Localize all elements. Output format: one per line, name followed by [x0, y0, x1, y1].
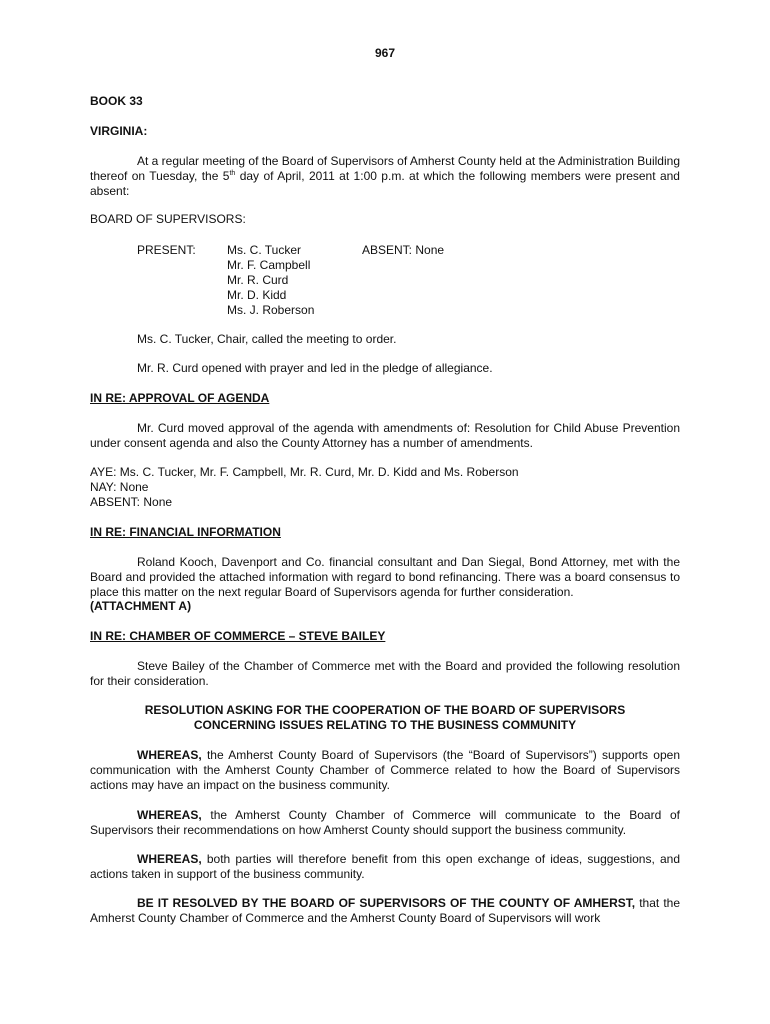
- whereas-text: both parties will therefore benefit from this open exchange of ideas, suggestions, and actions taken in support of the business community.: [90, 852, 680, 881]
- financial-heading: IN RE: FINANCIAL INFORMATION: [90, 525, 281, 539]
- vote-aye: AYE: Ms. C. Tucker, Mr. F. Campbell, Mr. R. Curd, Mr. D. Kidd and Ms. Roberson: [90, 465, 519, 479]
- member-item: Mr. R. Curd: [227, 273, 289, 287]
- vote-block: [90, 465, 680, 509]
- resolution-title-line1: RESOLUTION ASKING FOR THE COOPERATION OF THE BOARD OF SUPERVISORS: [144, 703, 626, 717]
- member-item: Ms. C. Tucker: [227, 243, 302, 257]
- financial-paragraph: Roland Kooch, Davenport and Co. financial consultant and Dan Siegal, Bond Attorney, met with the Board and provided the attached information with regard to bond refinancing. There was a board consensus to place this matter on the next regular Board of Supervisors agenda for further consideration.: [90, 555, 680, 599]
- chamber-heading: IN RE: CHAMBER OF COMMERCE – STEVE BAILEY: [90, 629, 386, 643]
- intro-paragraph: [90, 154, 680, 198]
- intro-superscript: th: [229, 169, 236, 177]
- whereas-paragraph-1: [90, 748, 680, 792]
- member-item: Mr. D. Kidd: [227, 288, 287, 302]
- resolved-paragraph: [90, 896, 680, 926]
- vote-absent: ABSENT: None: [90, 494, 173, 509]
- resolution-title: [90, 703, 680, 733]
- call-to-order: Ms. C. Tucker, Chair, called the meeting to order.: [137, 332, 397, 346]
- agenda-heading: IN RE: APPROVAL OF AGENDA: [90, 391, 270, 405]
- whereas-text: the Amherst County Chamber of Commerce will communicate to the Board of Supervisors their recommendations on how Amherst County should support the business community.: [90, 808, 680, 837]
- vote-nay: NAY: None: [90, 479, 149, 494]
- whereas-paragraph-3: [90, 852, 680, 882]
- whereas-paragraph-2: [90, 808, 680, 838]
- book-label: BOOK 33: [90, 94, 143, 108]
- whereas-label: WHEREAS,: [137, 748, 202, 762]
- state-label: VIRGINIA:: [90, 124, 148, 138]
- member-item: Mr. F. Campbell: [227, 258, 311, 272]
- board-heading: BOARD OF SUPERVISORS:: [90, 212, 246, 226]
- resolution-title-line2: CONCERNING ISSUES RELATING TO THE BUSINESS COMMUNITY: [193, 717, 577, 732]
- resolved-text: that the Amherst County Chamber of Commerce and the Amherst County Board of Supervisors will work: [90, 896, 681, 925]
- whereas-text: the Amherst County Board of Supervisors (the “Board of Supervisors”) supports open communication with the Amherst County Chamber of Commerce related to how the Board of Supervisors actions may have an impact on the business community.: [90, 748, 680, 792]
- whereas-label: WHEREAS,: [137, 808, 202, 822]
- chamber-paragraph: Steve Bailey of the Chamber of Commerce met with the Board and provided the following resolution for their consideration.: [90, 659, 680, 688]
- member-item: Ms. J. Roberson: [227, 303, 315, 317]
- agenda-paragraph: Mr. Curd moved approval of the agenda with amendments of: Resolution for Child Abuse Prevention under consent agenda and also the County Attorney has a number of amendments.: [90, 421, 680, 450]
- whereas-label: WHEREAS,: [137, 852, 202, 866]
- prayer-text: Mr. R. Curd opened with prayer and led in the pledge of allegiance.: [137, 361, 493, 375]
- attachment-label: (ATTACHMENT A): [90, 599, 192, 613]
- intro-text-part1: At a regular meeting of the Board of Supervisors of Amherst County held at the Administration Building thereof on Tuesday, the 5: [90, 154, 680, 183]
- page-number: 967: [374, 46, 396, 60]
- resolved-label: BE IT RESOLVED BY THE BOARD OF SUPERVISORS OF THE COUNTY OF AMHERST,: [137, 896, 636, 910]
- intro-text-part2: day of April, 2011 at 1:00 p.m. at which the following members were present and absent:: [90, 168, 680, 198]
- absent-label: ABSENT: None: [362, 243, 445, 257]
- present-label: PRESENT:: [137, 243, 196, 257]
